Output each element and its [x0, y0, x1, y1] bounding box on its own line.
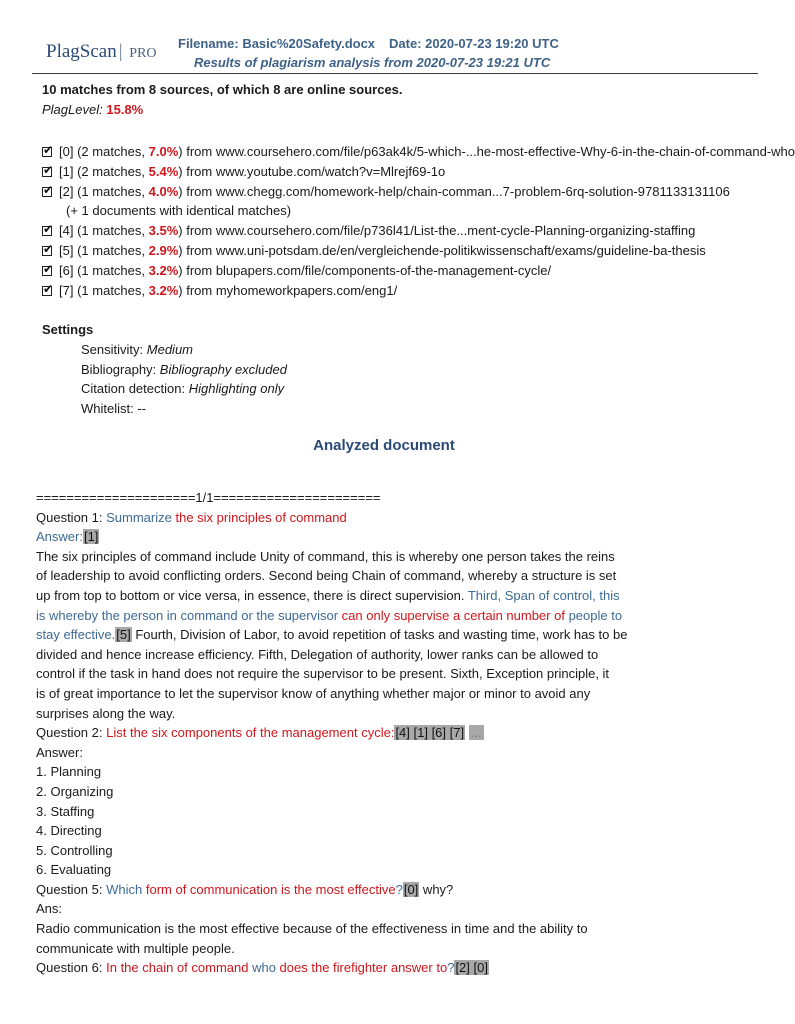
sources-list — [42, 142, 795, 300]
checkbox-icon[interactable] — [42, 266, 52, 276]
checkbox-icon[interactable] — [42, 286, 52, 296]
match-reference[interactable]: [0] — [403, 881, 419, 897]
plaglevel: PlagLevel: 15.8% — [42, 102, 144, 117]
source-link[interactable]: ) from www.coursehero.com/file/p736l41/List-the...ment-cycle-Planning-organizing-staffing — [178, 223, 696, 239]
plagscan-logo: PlagScan | PRO — [46, 41, 157, 62]
source-link[interactable]: ) from www.coursehero.com/file/p63ak4k/5-which-...he-most-effective-Why-6-in-the-chain-of-command-who — [178, 144, 795, 159]
report-date: 2020-07-23 19:20 UTC — [425, 36, 559, 51]
question-1: Question 1: Summarize the six principles of command — [36, 509, 347, 525]
source-row-2: ✔[2] (1 matches, 4.0%) from www.chegg.com/homework-help/chain-comman...7-problem-6rq-solution-9781133131106 — [42, 182, 726, 202]
match-reference[interactable]: [1] — [83, 529, 99, 545]
setting-citation: Citation detection: Highlighting only — [81, 381, 285, 397]
question-5: Question 5: Which form of communication is the most effective?[0] why? — [36, 881, 454, 897]
list-item: 6. Evaluating — [36, 862, 112, 878]
source-link[interactable]: ) from www.chegg.com/homework-help/chain-comman...7-problem-6rq-solution-9781133131106 — [178, 183, 730, 199]
list-item: 2. Organizing — [36, 783, 114, 799]
setting-bibliography: Bibliography: Bibliography excluded — [81, 361, 287, 377]
setting-whitelist: Whitelist: -- — [81, 401, 147, 417]
source-link[interactable]: ) from blupapers.com/file/components-of-the-management-cycle/ — [178, 262, 552, 278]
header-divider — [32, 73, 758, 74]
checkbox-icon[interactable] — [42, 167, 52, 177]
source-link[interactable]: ) from www.youtube.com/watch?v=Mlrejf69-1o — [178, 163, 446, 179]
plaglevel-value: 15.8% — [106, 102, 144, 117]
checkbox-icon[interactable] — [42, 147, 52, 157]
file-info-line: Filename: Basic%20Safety.docx Date: 2020-07-23 19:20 UTC — [178, 36, 559, 51]
list-item: 5. Controlling — [36, 842, 113, 858]
analyzed-document-title: Analyzed document — [313, 437, 455, 454]
list-item: 4. Directing — [36, 823, 102, 839]
analyzed-document-body: =====================1/1====================== Question 1: Summarize the six principles of command Answer:[1] The six principles of command include Unity of command, this is whereby one person takes the reins of leadership to avoid conflicting orders. Second being Chain of command, whereby a structure is set up from top to bottom or vice versa, in essence, there is direct supervision. Third, Span of control, this is whereby the person in command or the supervisor can only supervise a certain number of people to stay effective.[5] Fourth, Division of Labor, to avoid repetition of tasks and wasting time, work has to be divided and hence increase efficiency. Fifth, Delegation of authority, lower ranks can be allowed to control if the task in hand does not require the supervisor to be present. Sixth, Exception principle, it is of great importance to let the supervisor know of anything whether major or minor to avoid any surprises along the way. Question 2: List the six components of the management cycle:[4] [1] [6] [7] ... Answer: 1. Planning 2. Organizing 3. Staffing 4. Directing 5. Controlling 6. Evaluating Question 5: Which form of communication is the most effective?[0] why? Ans: Radio communication is the most effective because of the effectiveness in time and the ability to communicate with multiple people. Question 6: In the chain of command who does the firefighter answer to?[2] [0] — [36, 488, 686, 978]
identical-matches-note: (+ 1 documents with identical matches) — [66, 203, 292, 219]
match-reference[interactable]: [4] [1] [6] [7] — [395, 725, 465, 741]
match-reference[interactable]: [5] — [116, 627, 131, 643]
question-6: Question 6: In the chain of command who does the firefighter answer to?[2] [0] — [36, 960, 488, 976]
source-row-4: ✔[4] (1 matches, 3.5%) from www.coursehero.com/file/p736l41/List-the...ment-cycle-Planning-organizing-staffing — [42, 221, 726, 241]
checkbox-icon[interactable] — [42, 226, 52, 236]
source-row-7: ✔[7] (1 matches, 3.2%) from myhomeworkpapers.com/eng1/ — [42, 281, 726, 301]
source-row-6: ✔[6] (1 matches, 3.2%) from blupapers.com/file/components-of-the-management-cycle/ — [42, 261, 726, 281]
matches-summary: 10 matches from 8 sources, of which 8 are online sources. — [42, 82, 403, 97]
settings-title: Settings — [42, 322, 94, 337]
results-line: Results of plagiarism analysis from 2020-07-23 19:21 UTC — [194, 55, 551, 70]
question-2: Question 2: List the six components of the management cycle:[4] [1] [6] [7] ... — [36, 725, 482, 741]
match-reference[interactable]: [2] [0] — [455, 960, 488, 976]
source-row-5: ✔[5] (1 matches, 2.9%) from www.uni-potsdam.de/en/vergleichende-politikwissenschaft/exams/guideline-ba-thesis — [42, 241, 726, 261]
setting-sensitivity: Sensitivity: Medium — [81, 342, 194, 357]
source-link[interactable]: ) from www.uni-potsdam.de/en/vergleichende-politikwissenschaft/exams/guideline-ba-thesis — [178, 242, 706, 258]
filename: Basic%20Safety.docx — [242, 36, 376, 51]
page-divider: =====================1/1====================== — [36, 490, 381, 505]
source-row-1: ✔[1] (2 matches, 5.4%) from www.youtube.com/watch?v=Mlrejf69-1o — [42, 162, 726, 182]
list-item: 3. Staffing — [36, 803, 95, 819]
source-link[interactable]: ) from myhomeworkpapers.com/eng1/ — [178, 282, 398, 298]
source-row-0: ✔[0] (2 matches, 7.0%) from www.coursehero.com/file/p63ak4k/5-which-...he-most-effective-Why-6-in-the-chain-of-command-who — [42, 142, 726, 162]
checkbox-icon[interactable] — [42, 187, 52, 197]
checkbox-icon[interactable] — [42, 246, 52, 256]
settings-section — [42, 320, 287, 419]
list-item: 1. Planning — [36, 764, 102, 780]
report-header — [0, 0, 768, 74]
